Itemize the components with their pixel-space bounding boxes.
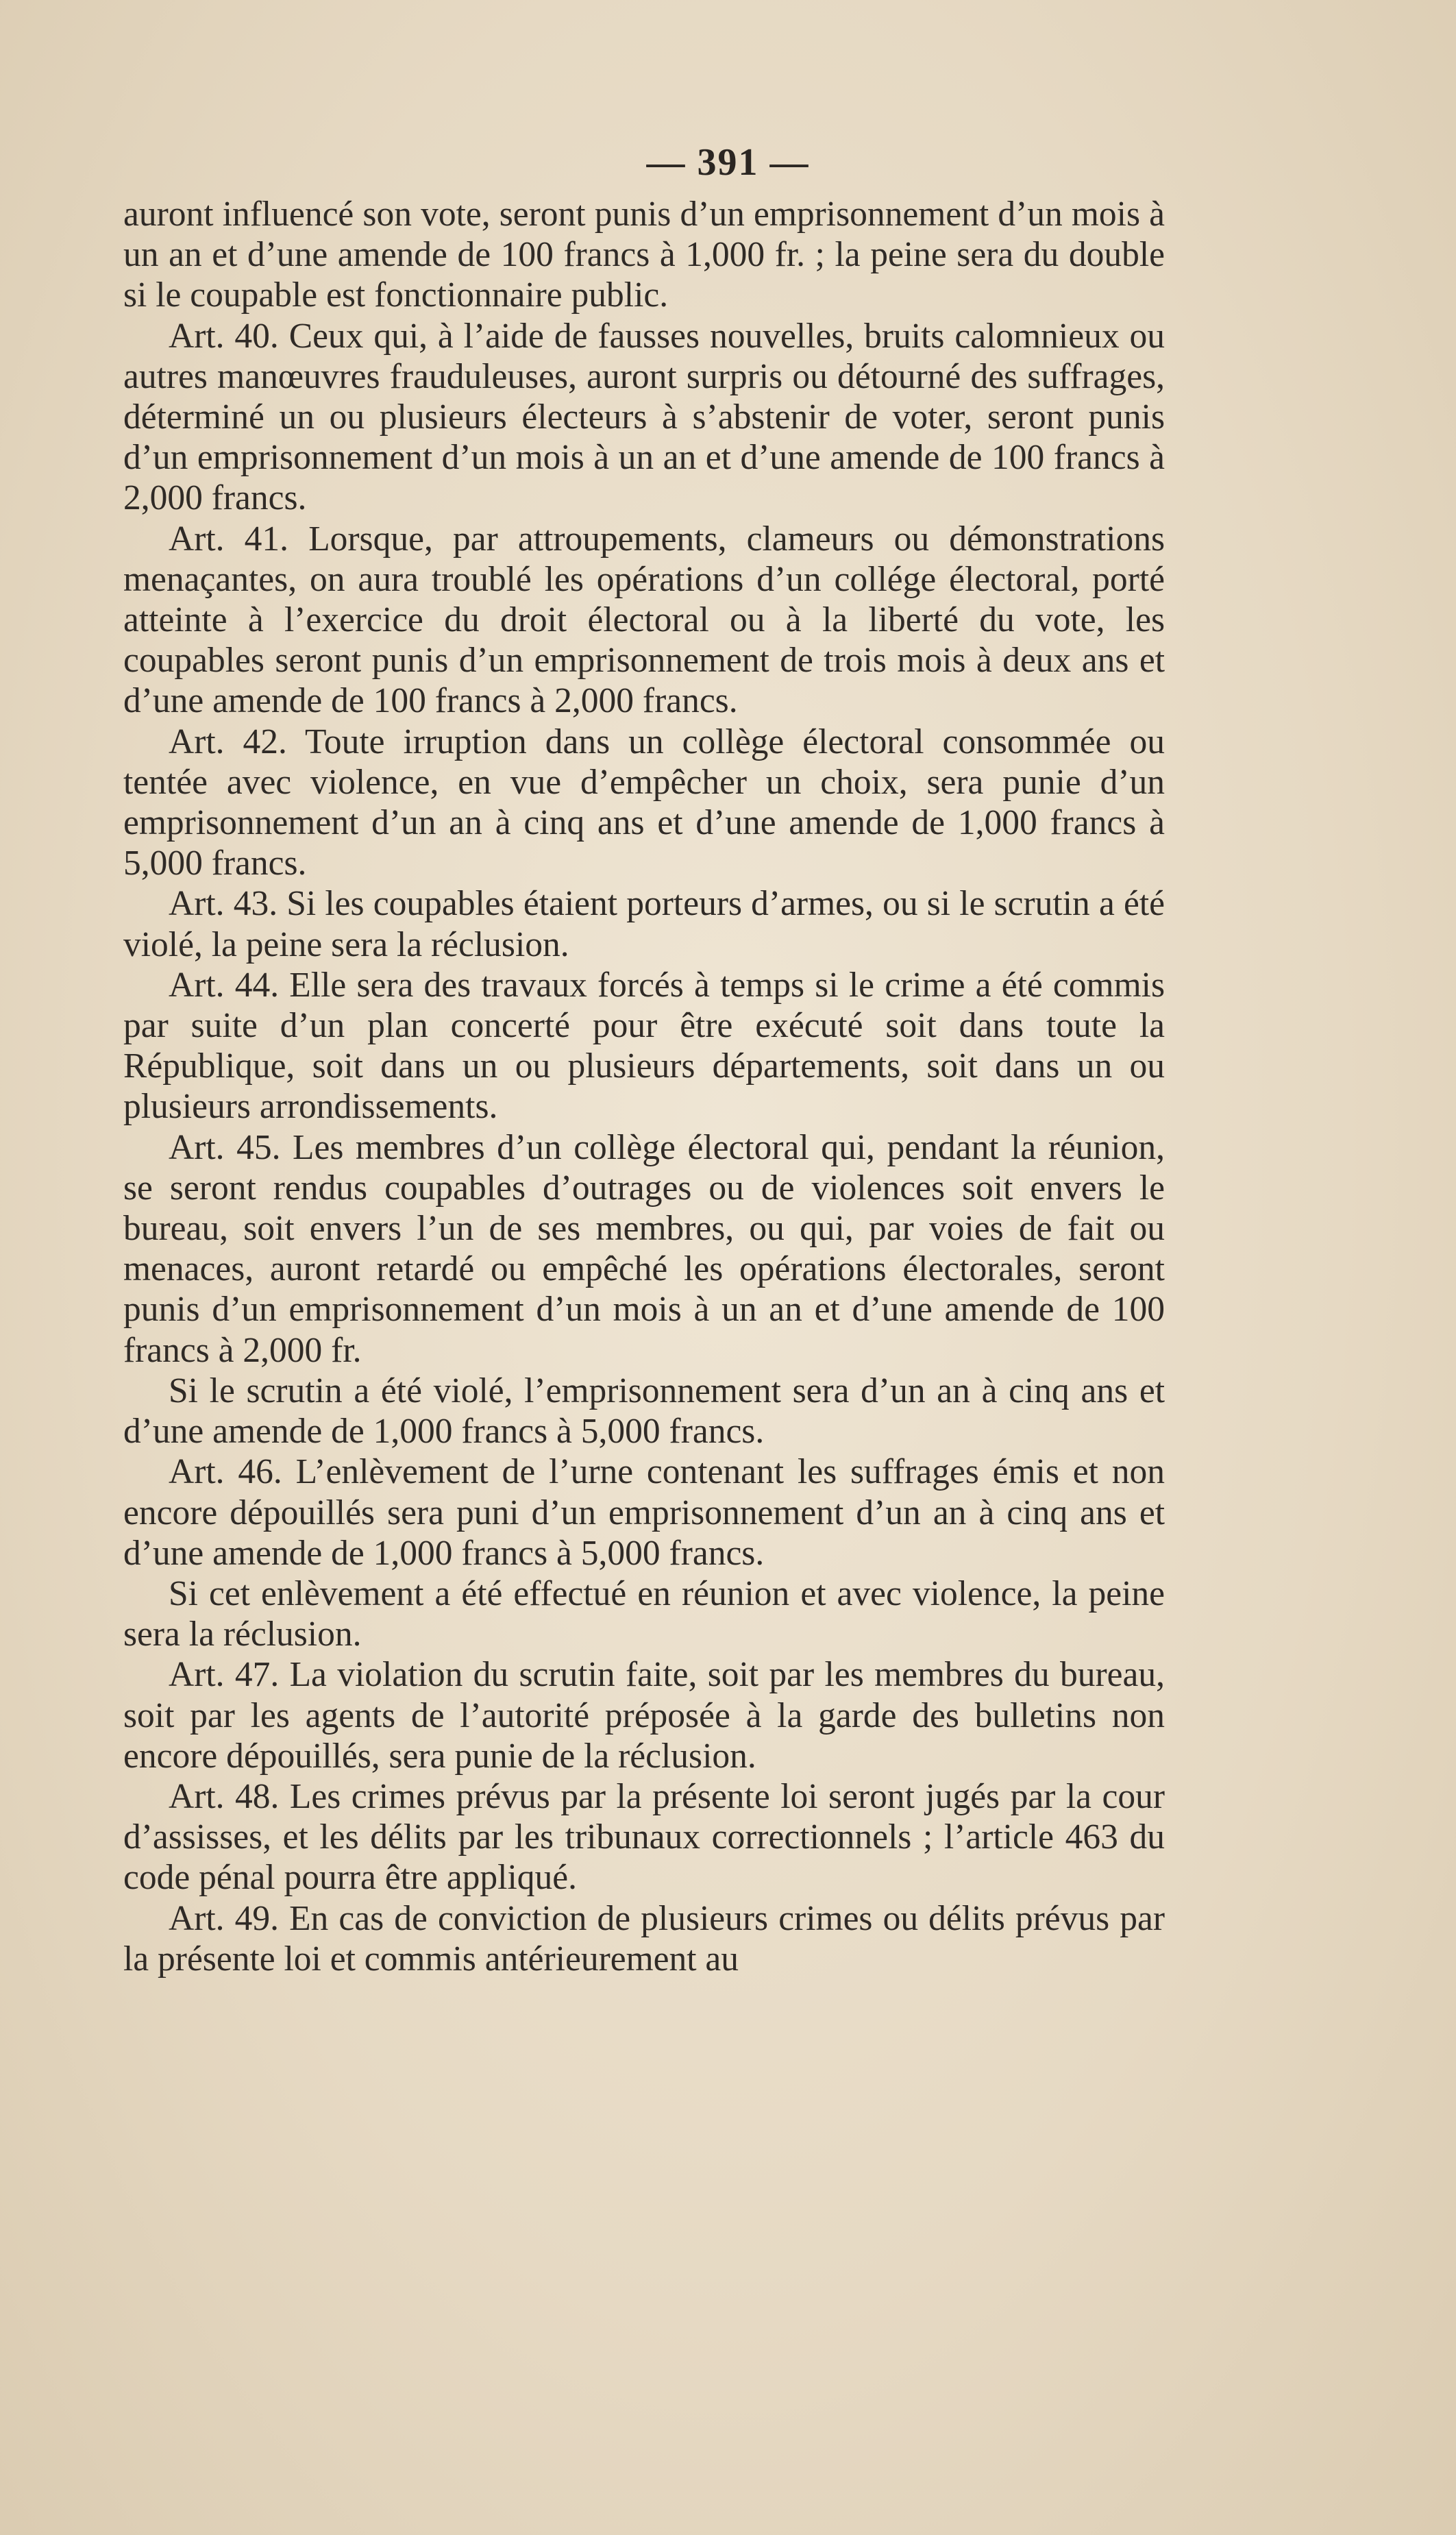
paragraph-continuation (123, 194, 1165, 316)
paragraph-text: Si le scrutin a été violé, l’emprisonnement sera d’un an à cinq ans et d’une amende de 1,000 francs à 5,000 francs. (123, 1371, 1165, 1452)
paragraph-text: auront influencé son vote, seront punis d’un emprisonnement d’un mois à un an et d’une amende de 100 francs à 1,000 fr. ; la peine sera du double si le coupable est fonctionnaire public. (123, 195, 1165, 315)
article-46 (123, 1452, 1165, 1573)
article-43 (123, 883, 1165, 964)
article-label: Art. 48. (169, 1776, 280, 1816)
article-label: Art. 46. (169, 1452, 282, 1492)
article-text: Lorsque, par attroupements, clameurs ou démonstrations menaçantes, on aura troublé les opérations d’un collége électoral, porté atteinte à l’exercice du droit électoral ou à la liberté du vote, les coupables seront punis d’un emprisonnement de trois mois à deux ans et d’une amende de 100 francs à 2,000 francs. (123, 519, 1165, 721)
article-40 (123, 316, 1165, 519)
article-text: En cas de conviction de plusieurs crimes ou délits prévus par la présente loi et commis antérieurement au (123, 1898, 1165, 1979)
article-46-paragraph-2 (123, 1573, 1165, 1654)
article-label: Art. 42. (169, 722, 287, 761)
article-45-paragraph-2 (123, 1371, 1165, 1452)
article-label: Art. 40. (169, 316, 279, 356)
article-text: L’enlèvement de l’urne contenant les suffrages émis et non encore dépouillés sera puni d’un emprisonnement d’un an à cinq ans et d’une amende de 1,000 francs à 5,000 francs. (123, 1452, 1165, 1573)
article-label: Art. 43. (169, 884, 278, 924)
article-label: Art. 47. (169, 1655, 280, 1695)
article-47 (123, 1654, 1165, 1776)
article-44 (123, 965, 1165, 1127)
body-text (123, 194, 1165, 1979)
article-label: Art. 44. (169, 965, 280, 1005)
article-42 (123, 722, 1165, 884)
article-49 (123, 1898, 1165, 1979)
article-48 (123, 1776, 1165, 1898)
article-text: Les crimes prévus par la présente loi seront jugés par la cour d’assisses, et les délits par les tribunaux correctionnels ; l’article 463 du code pénal pourra être appliqué. (123, 1776, 1165, 1898)
article-label: Art. 41. (169, 519, 289, 559)
article-text: Elle sera des travaux forcés à temps si le crime a été commis par suite d’un plan concerté pour être exécuté soit dans toute la République, soit dans un ou plusieurs départements, soit dans un ou plusieurs arrondissements. (123, 965, 1165, 1127)
article-41 (123, 519, 1165, 722)
article-45 (123, 1127, 1165, 1371)
article-label: Art. 49. (169, 1898, 279, 1938)
article-text: Si les coupables étaient porteurs d’armes, ou si le scrutin a été violé, la peine sera la réclusion. (123, 884, 1165, 964)
paragraph-text: Si cet enlèvement a été effectué en réunion et avec violence, la peine sera la réclusion. (123, 1573, 1165, 1654)
article-text: La violation du scrutin faite, soit par les membres du bureau, soit par les agents de l’autorité préposée à la garde des bulletins non encore dépouillés, sera punie de la réclusion. (123, 1655, 1165, 1776)
page-number: — 391 — (646, 141, 810, 184)
article-text: Toute irruption dans un collège électoral consommée ou tentée avec violence, en vue d’empêcher un choix, sera punie d’un emprisonnement d’un an à cinq ans et d’une amende de 1,000 francs à 5,000 francs. (123, 722, 1165, 883)
article-label: Art. 45. (169, 1127, 281, 1167)
article-text: Ceux qui, à l’aide de fausses nouvelles, bruits calomnieux ou autres manœuvres frauduleuses, auront surpris ou détourné des suffrages, déterminé un ou plusieurs électeurs à s’abstenir de voter, seront punis d’un emprisonnement d’un mois à un an et d’une amende de 100 francs à 2,000 francs. (123, 316, 1165, 518)
article-text: Les membres d’un collège électoral qui, pendant la réunion, se seront rendus coupables d’outrages ou de violences soit envers le bureau, soit envers l’un de ses membres, ou qui, par voies de fait ou menaces, auront retardé ou empêché les opérations électorales, seront punis d’un emprisonnement d’un mois à un an et d’une amende de 100 francs à 2,000 fr. (123, 1127, 1165, 1370)
